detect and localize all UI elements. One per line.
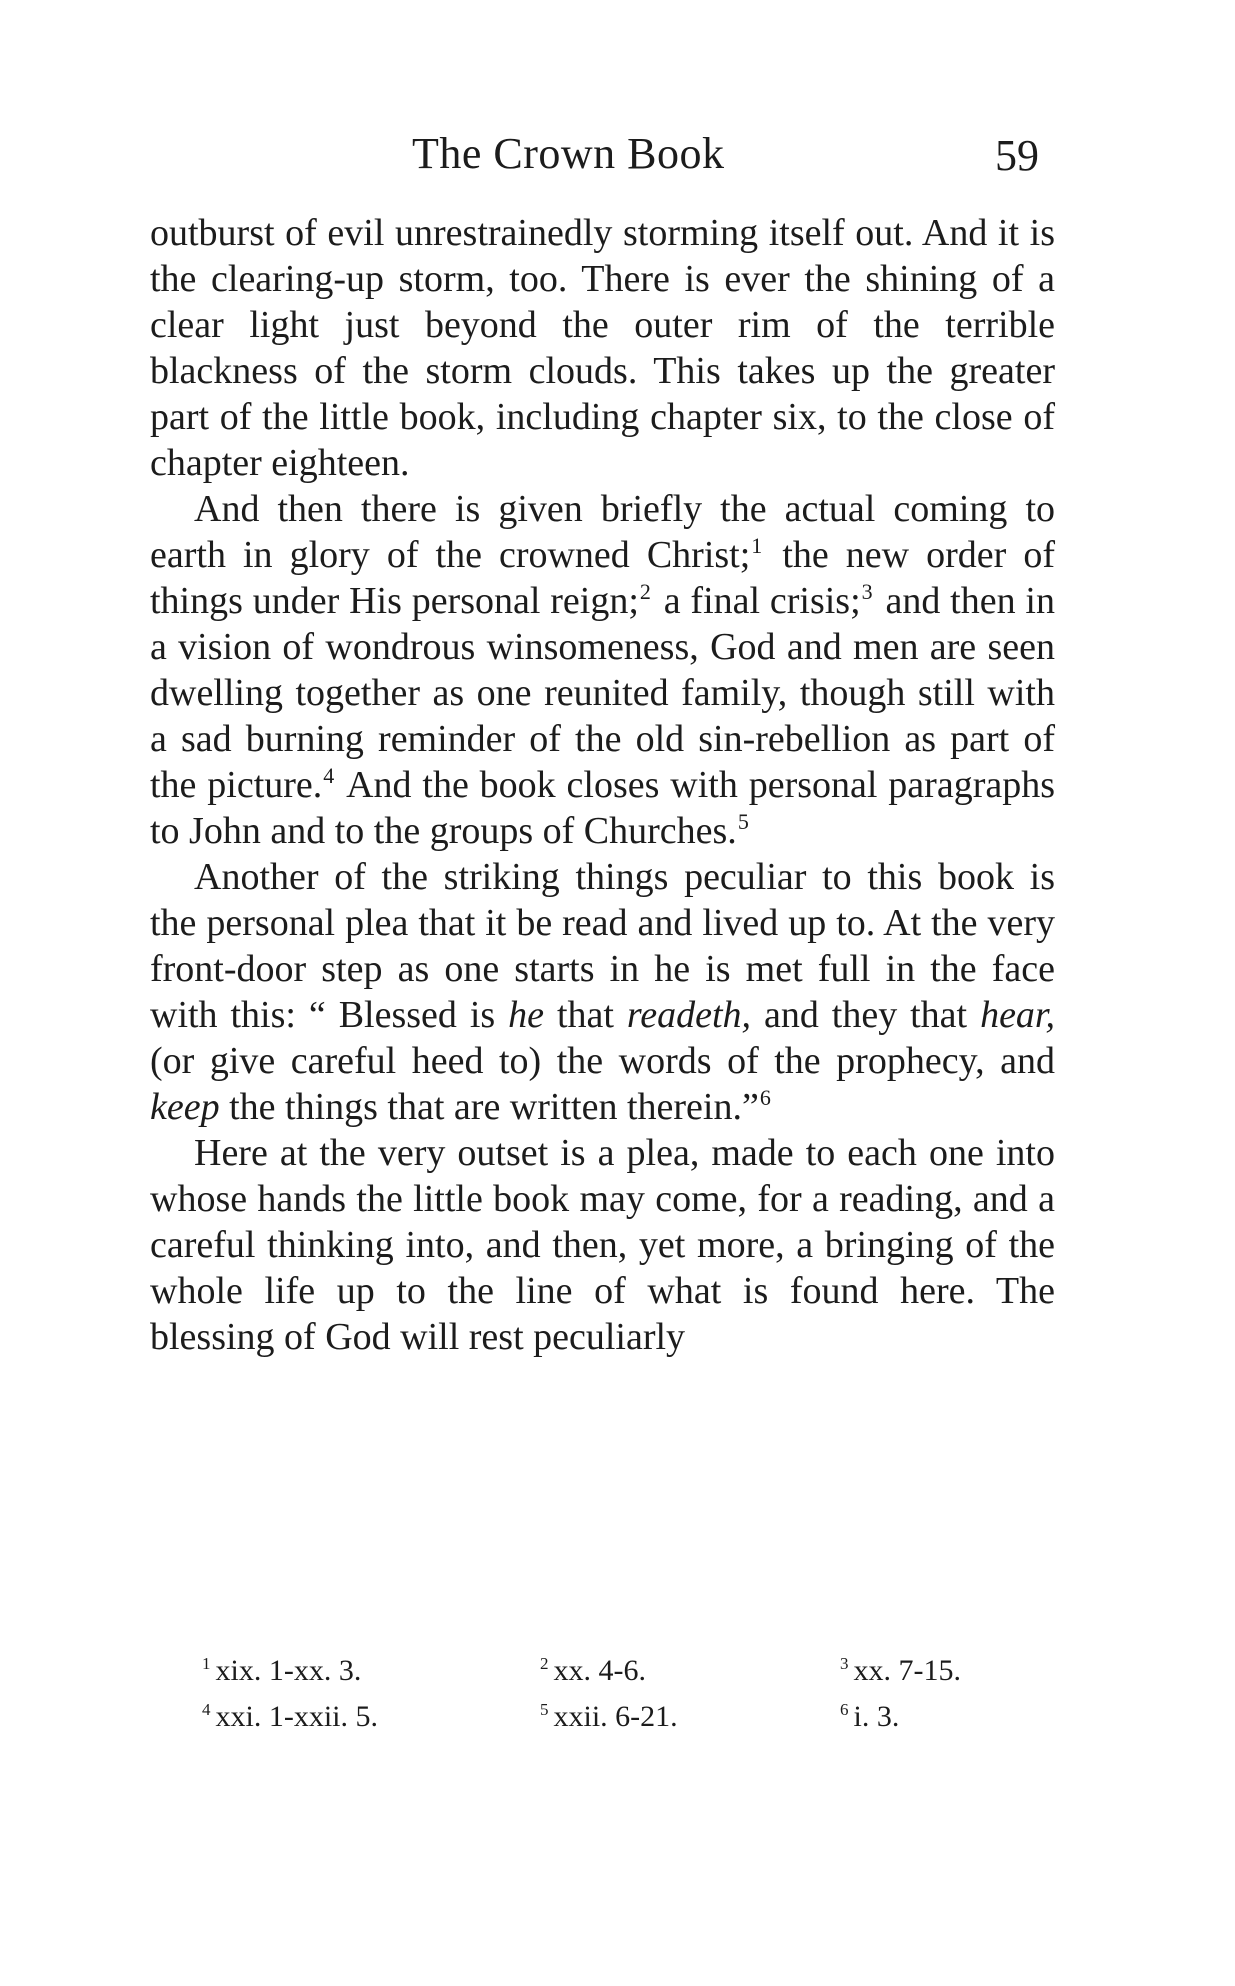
paragraph-2-text-5: And the book closes with personal paragraphs to John and to the groups of Churches. bbox=[150, 764, 1055, 852]
paragraph-3-text-2: that bbox=[556, 994, 614, 1036]
paragraph-3-text-5: the things that are written therein.” bbox=[229, 1086, 759, 1128]
footnote-mark: 3 bbox=[840, 1654, 849, 1673]
footnote-mark: 1 bbox=[202, 1654, 211, 1673]
paragraph-4: Here at the very outset is a plea, made to each one into whose hands the little book may come, for a reading, and a careful thinking into, and then, yet more, a bringing of the whole life up to the line of what is found here. The blessing of God will rest peculiarly bbox=[150, 1132, 1055, 1358]
footnote-ref: xix. 1-xx. 3. bbox=[215, 1654, 362, 1687]
footnote-4 bbox=[202, 1694, 540, 1740]
footnote-ref-4: 4 bbox=[323, 763, 335, 789]
body-text bbox=[150, 210, 1055, 1360]
paragraph-3 bbox=[150, 854, 1055, 1130]
paragraph-2-text-3: a final crisis; bbox=[663, 580, 861, 622]
footnote-ref: xx. 4-6. bbox=[553, 1654, 646, 1687]
footnote-row bbox=[202, 1694, 1022, 1740]
footnotes bbox=[202, 1648, 1022, 1740]
footnote-ref-2: 2 bbox=[639, 579, 651, 605]
paragraph-2-text-1: And then there is given briefly the actual coming to earth in glory of the crowned Christ; bbox=[150, 488, 1055, 576]
footnote-row bbox=[202, 1648, 1022, 1694]
footnote-ref-1: 1 bbox=[751, 533, 763, 559]
paragraph-3-text-4: (or give careful heed to) the words of the prophecy, and bbox=[150, 1040, 1055, 1082]
footnote-ref-3: 3 bbox=[861, 579, 873, 605]
paragraph-3-text-1: Another of the striking things peculiar to this book is the personal plea that it be read and lived up to. At the very front-door step as one starts in he is met full in the face with this: “ Blessed is bbox=[150, 856, 1055, 1036]
italic-hear: hear, bbox=[980, 994, 1056, 1036]
footnote-1 bbox=[202, 1648, 540, 1694]
footnote-mark: 6 bbox=[840, 1700, 849, 1719]
running-head bbox=[0, 128, 1235, 188]
footnote-2 bbox=[540, 1648, 840, 1694]
footnote-ref: xxi. 1-xxii. 5. bbox=[215, 1700, 378, 1733]
page-number: 59 bbox=[995, 131, 1039, 180]
footnote-ref: i. 3. bbox=[853, 1700, 900, 1733]
footnote-ref: xx. 7-15. bbox=[853, 1654, 961, 1687]
footnote-ref-6: 6 bbox=[759, 1085, 771, 1111]
italic-keep: keep bbox=[150, 1086, 220, 1128]
footnote-mark: 5 bbox=[540, 1700, 549, 1719]
footnote-3 bbox=[840, 1648, 1022, 1694]
italic-readeth: readeth, bbox=[626, 994, 752, 1036]
italic-he: he bbox=[508, 994, 544, 1036]
footnote-ref-5: 5 bbox=[737, 809, 749, 835]
paragraph-1: outburst of evil unrestrainedly storming itself out. And it is the clearing-up storm, too. There is ever the shining of a clear light just beyond the outer rim of the terrible blackness of the storm clouds. This takes up the greater part of the little book, including chapter six, to the close of chapter eighteen. bbox=[150, 212, 1055, 484]
footnote-5 bbox=[540, 1694, 840, 1740]
paragraph-2 bbox=[150, 486, 1055, 854]
footnote-6 bbox=[840, 1694, 1022, 1740]
paragraph-2-text-4: and then in a vision of wondrous winsomeness, God and men are seen dwelling together as one reunited family, though still with a sad burning reminder of the old sin-rebellion as part of the picture. bbox=[150, 580, 1055, 806]
running-title: The Crown Book bbox=[412, 129, 725, 178]
paragraph-3-text-3: and they that bbox=[763, 994, 968, 1036]
footnote-mark: 4 bbox=[202, 1700, 211, 1719]
footnote-ref: xxii. 6-21. bbox=[553, 1700, 678, 1733]
paragraph-2-text-2: the new order of things under His personal reign; bbox=[150, 534, 1056, 622]
footnote-mark: 2 bbox=[540, 1654, 549, 1673]
